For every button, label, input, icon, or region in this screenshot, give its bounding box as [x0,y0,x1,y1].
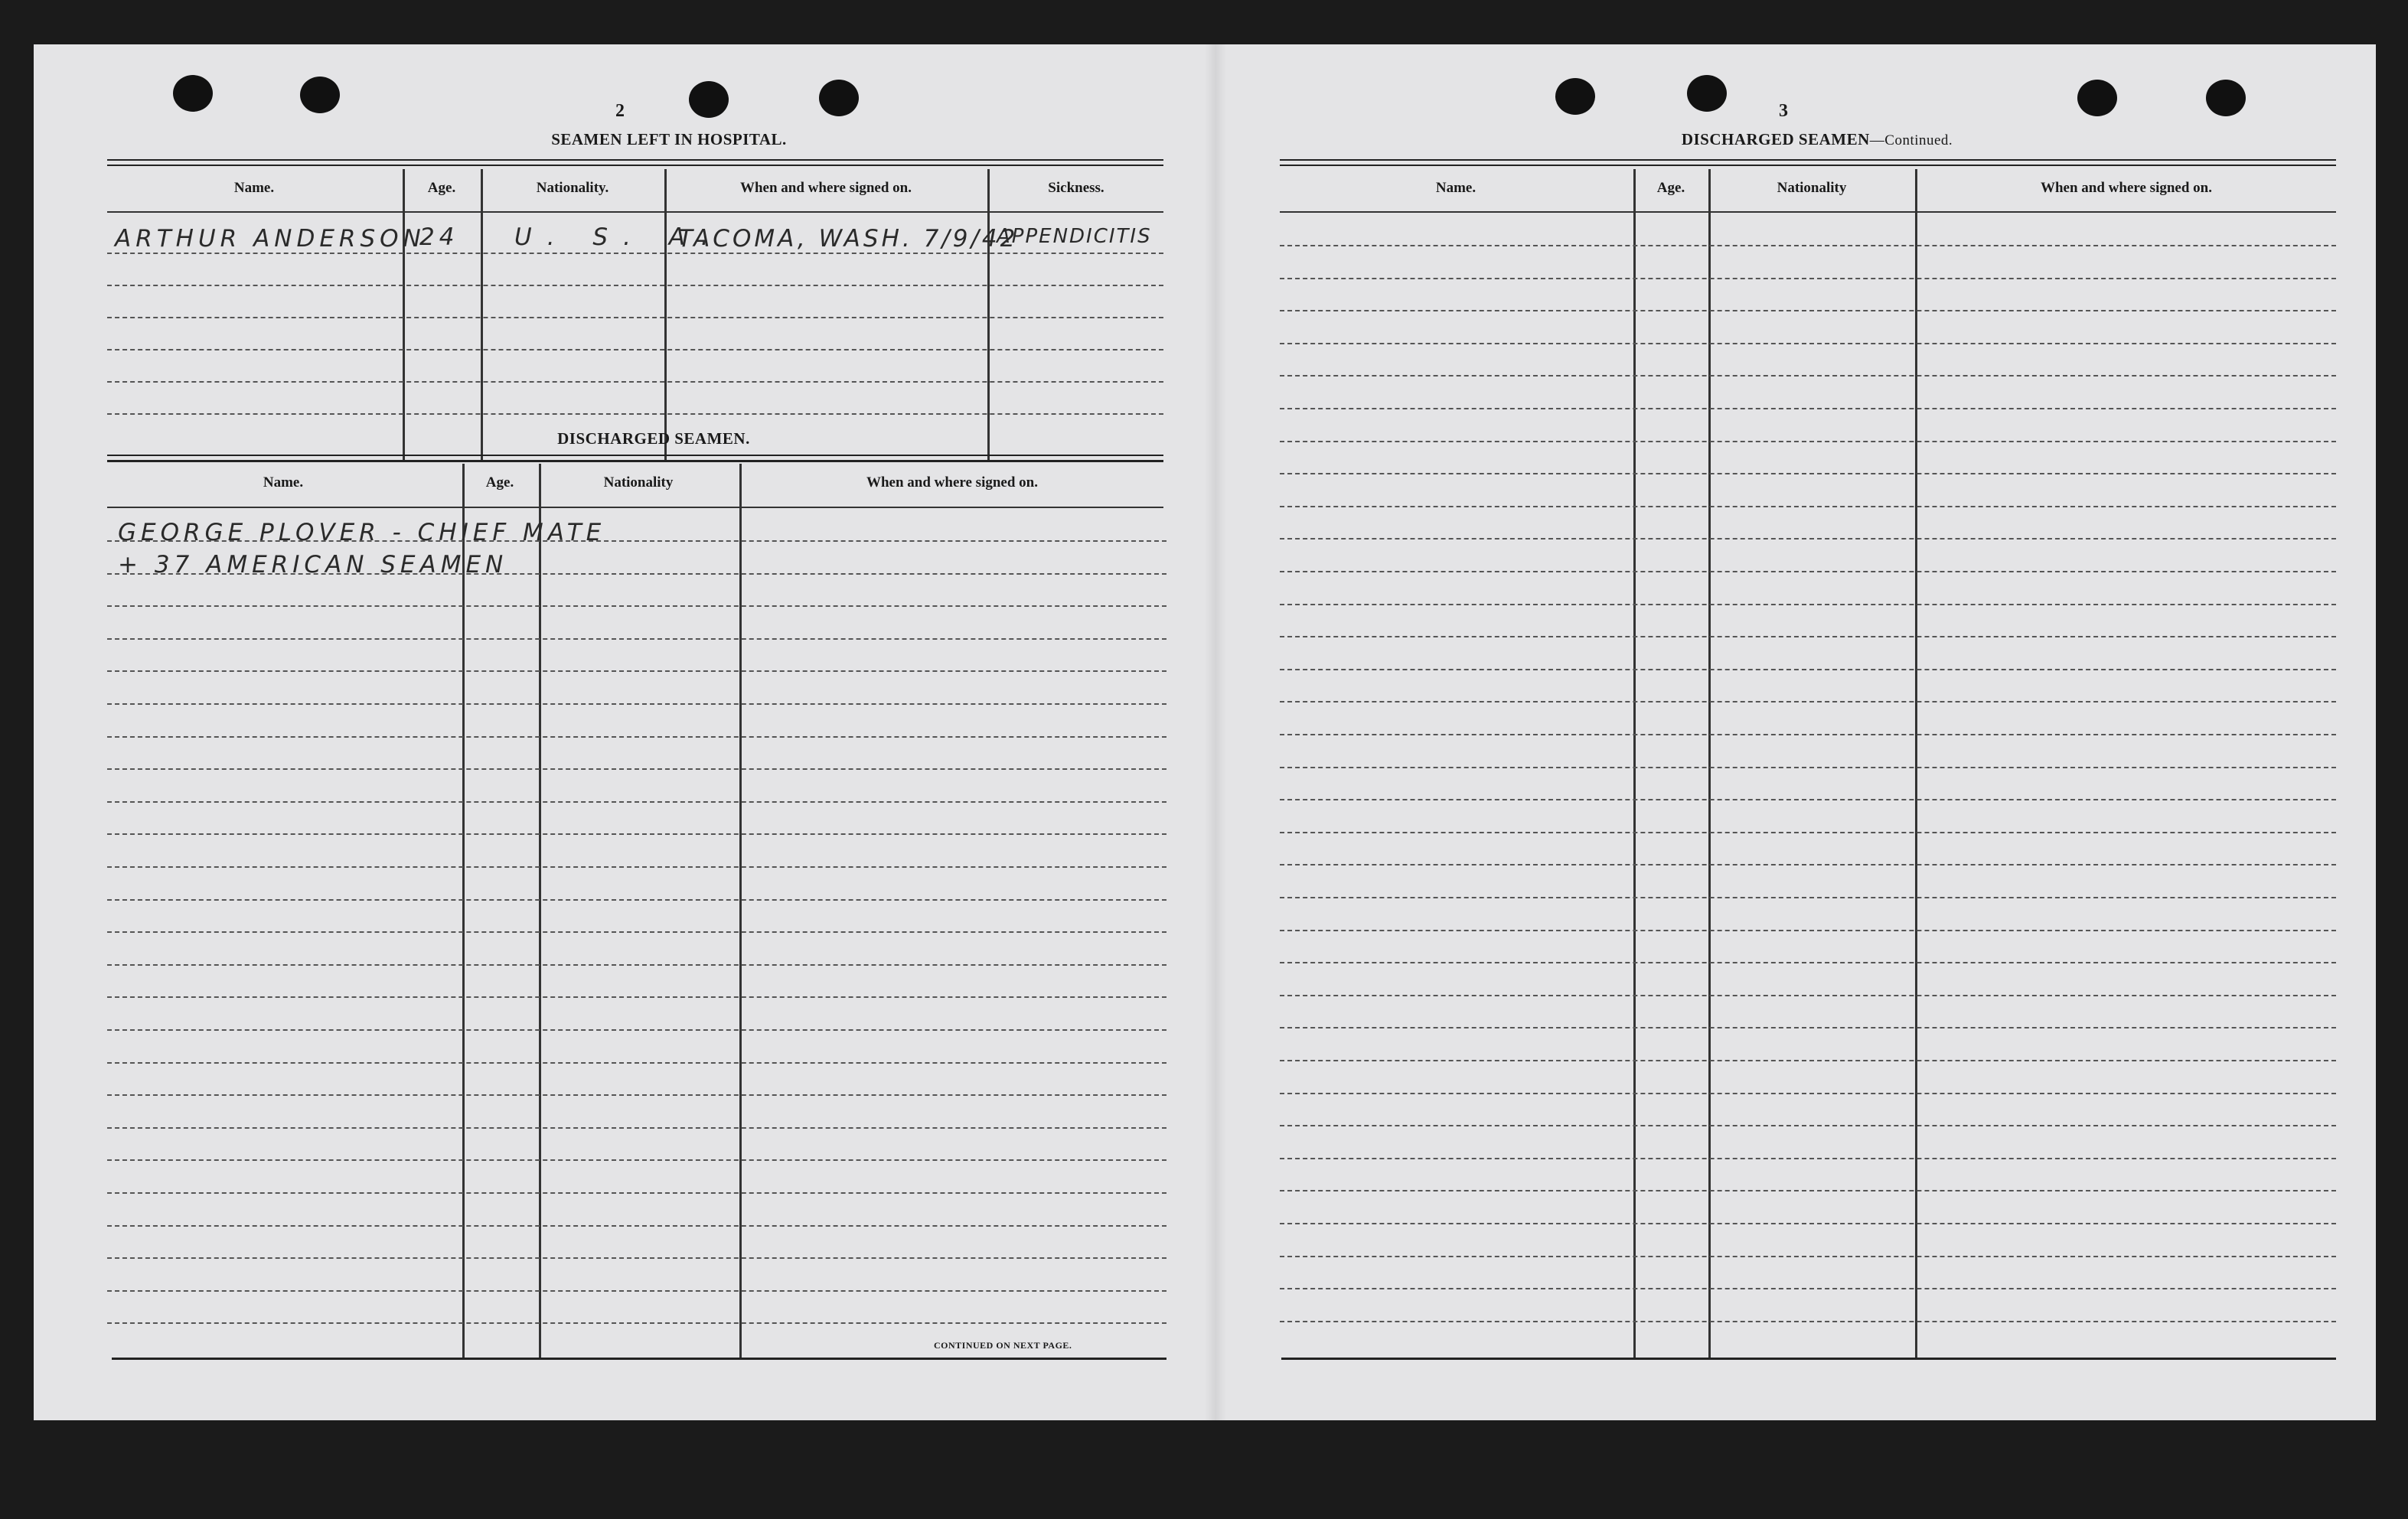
ruled-line [107,996,1166,998]
ruled-line [107,801,1166,803]
ruled-line [1280,701,2336,702]
ruled-line [1280,1190,2336,1191]
hospital-entry-nationality: U. S. A. [514,223,724,251]
ruled-line [1280,1158,2336,1159]
ruled-line [107,1290,1166,1292]
right-col-nationality: Nationality [1777,180,1847,196]
ruled-line [107,736,1166,738]
hospital-col-age: Age. [427,180,456,196]
right-bottom-rule [1281,1358,2336,1360]
ruled-line [1280,930,2336,931]
ruled-line [107,768,1166,770]
hospital-col-divider [481,169,483,461]
hospital-col-divider [987,169,990,461]
ruled-line [107,670,1166,672]
ruled-line [107,605,1166,607]
hospital-col-sickness: Sickness. [1048,180,1104,196]
ruled-line [107,1192,1166,1194]
ruled-line [107,285,1163,286]
ruled-line [107,1127,1166,1129]
ruled-line [107,899,1166,901]
ruled-line [107,540,1166,542]
ruled-line [1280,375,2336,376]
ruled-line [107,964,1166,966]
ruled-line [107,1225,1166,1227]
punch-hole [1555,78,1595,115]
ledger-sheet [34,44,2376,1420]
ruled-line [107,413,1163,415]
right-col-divider [1633,169,1636,1358]
right-col-age: Age. [1656,180,1685,196]
punch-hole [2206,80,2246,116]
discharged-section-title: DISCHARGED SEAMEN. [557,429,750,448]
ruled-line [1280,408,2336,409]
discharged-col-signed-on: When and where signed on. [866,474,1038,491]
ruled-line [1280,799,2336,800]
ruled-line [1280,1027,2336,1028]
ruled-line [107,1094,1166,1096]
hospital-entry-age: 24 [419,223,459,251]
hospital-col-signed-on: When and where signed on. [739,180,912,196]
ruled-line [1280,310,2336,311]
ruled-line [1280,864,2336,865]
right-top-rule [1280,159,2336,166]
hospital-col-divider [403,169,405,461]
ruled-line [107,703,1166,705]
discharged-col-age: Age. [485,474,514,491]
right-col-divider [1915,169,1917,1358]
ruled-line [107,1029,1166,1031]
hospital-header-rule [107,211,1163,213]
ruled-line [1280,441,2336,442]
ruled-line [107,573,1166,575]
ruled-line [1280,278,2336,279]
ruled-line [1280,506,2336,507]
hospital-col-nationality: Nationality. [536,180,609,196]
punch-hole [173,75,213,112]
right-col-signed-on: When and where signed on. [2040,180,2212,196]
punch-hole [2077,80,2117,116]
ruled-line [1280,962,2336,963]
ruled-line [107,866,1166,868]
ruled-line [1280,1125,2336,1126]
ruled-line [1280,734,2336,735]
page-number-right: 3 [1779,101,1788,121]
discharged-col-divider [739,464,742,1358]
ruled-line [1280,571,2336,572]
ruled-line [107,931,1166,933]
ruled-line [1280,669,2336,670]
ruled-line [1280,636,2336,637]
ruled-line [1280,473,2336,474]
ruled-line [107,317,1163,318]
right-header-rule [1280,211,2336,213]
hospital-col-name: Name. [233,180,275,196]
hospital-top-rule [107,159,1163,166]
discharged-col-divider [539,464,541,1358]
discharged-top-rule [107,455,1163,461]
ruled-line [107,833,1166,835]
discharged-col-nationality: Nationality [603,474,674,491]
ruled-line [1280,245,2336,246]
right-section-title [1473,130,2162,149]
ruled-line [107,349,1163,350]
page-number-left: 2 [615,101,625,121]
ruled-line [1280,1288,2336,1289]
hospital-col-divider [664,169,667,461]
hospital-section-title: SEAMEN LEFT IN HOSPITAL. [551,130,787,148]
ruled-line [1280,995,2336,996]
ruled-line [1280,1093,2336,1094]
discharged-col-name: Name. [263,474,304,491]
discharged-entry-line-1: GEORGE PLOVER - CHIEF MATE [118,519,606,546]
ruled-line [1280,832,2336,833]
ruled-line [107,1062,1166,1064]
right-col-divider [1708,169,1711,1358]
ruled-line [107,1159,1166,1161]
ruled-line [1280,604,2336,605]
hospital-entry-name: ARTHUR ANDERSON [115,225,426,253]
ruled-line [1280,538,2336,539]
ruled-line [1280,1256,2336,1257]
punch-hole [300,77,340,113]
discharged-col-divider [462,464,465,1358]
ruled-line [1280,1060,2336,1061]
right-section-title-suffix: —Continued. [1869,132,1953,148]
right-section-title-text: DISCHARGED SEAMEN [1681,130,1870,148]
hospital-entry-signed-on: TACOMA, WASH. 7/9/42 [678,225,1019,253]
punch-hole [819,80,859,116]
punch-hole [1687,75,1727,112]
ruled-line [1280,343,2336,344]
ruled-line [107,638,1166,640]
ruled-line [107,1322,1166,1324]
ruled-line [107,253,1163,254]
ruled-line [1280,767,2336,768]
discharged-header-rule [107,507,1163,508]
ruled-line [107,381,1163,383]
page-fold [1205,44,1226,1420]
continued-note: CONTINUED ON NEXT PAGE. [934,1340,1072,1351]
ruled-line [1280,1321,2336,1322]
discharged-bottom-rule [112,1358,1166,1360]
ruled-line [1280,1223,2336,1224]
ruled-line [107,1257,1166,1259]
discharged-entry-line-2: + 37 AMERICAN SEAMEN [118,551,508,579]
hospital-entry-sickness: APPENDICITIS [997,225,1152,248]
right-col-name: Name. [1435,180,1476,196]
ruled-line [1280,897,2336,898]
punch-hole [689,81,729,118]
